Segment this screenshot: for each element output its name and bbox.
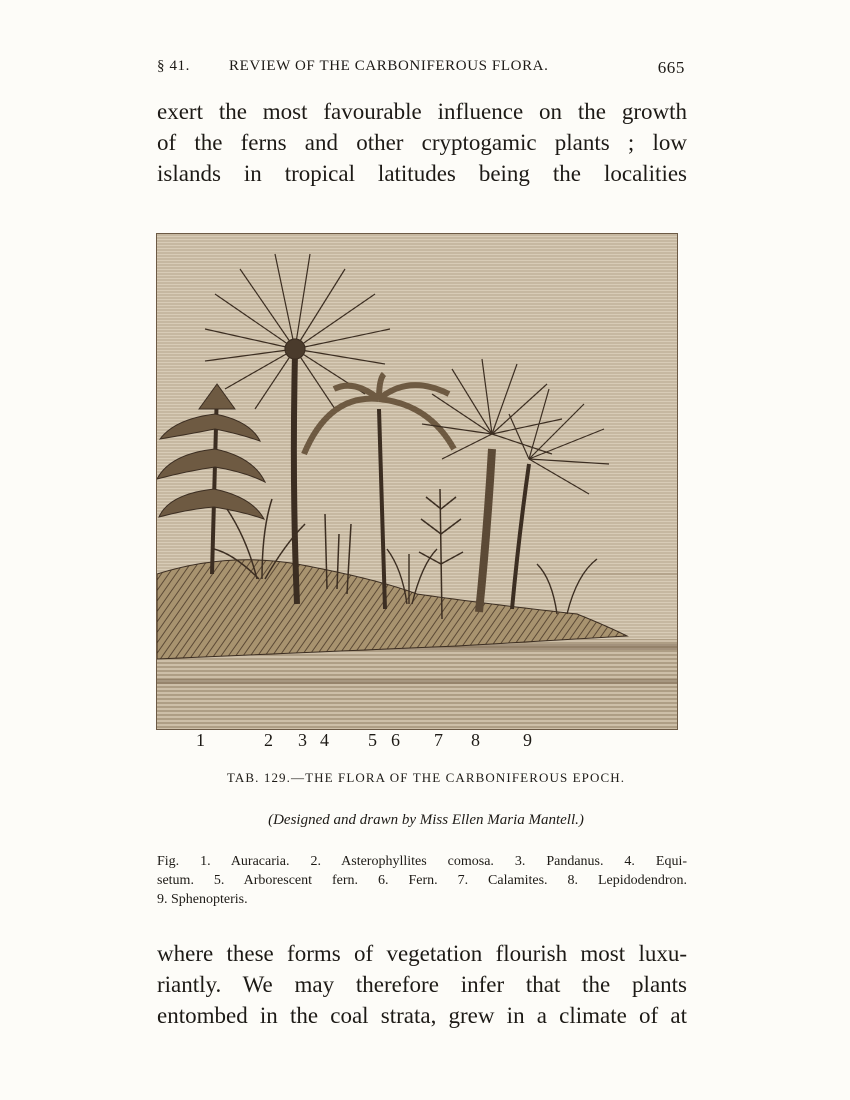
body-paragraph-bottom: [157, 938, 687, 1031]
engraving-plate: [156, 233, 678, 730]
figure-number: 3: [298, 730, 307, 750]
figure-number: 1: [196, 730, 205, 750]
figure-numbers-row: [156, 730, 676, 754]
text-line: islands in tropical latitudes being the localities: [157, 161, 687, 186]
section-mark: § 41.: [157, 58, 190, 74]
figure-legend: [157, 852, 687, 909]
figure-number: 7: [434, 730, 443, 750]
text-line: entombed in the coal strata, grew in a climate of at: [157, 1003, 687, 1028]
body-paragraph-top: [157, 96, 687, 189]
text-line: exert the most favourable influence on the growth: [157, 99, 687, 124]
running-title: REVIEW OF THE CARBONIFEROUS FLORA.: [229, 58, 549, 74]
legend-line: Fig. 1. Auracaria. 2. Asterophyllites comosa. 3. Pandanus. 4. Equi-: [157, 854, 687, 869]
legend-line: setum. 5. Arborescent fern. 6. Fern. 7. Calamites. 8. Lepidodendron.: [157, 873, 687, 888]
page-number: 665: [657, 58, 685, 77]
figure-number: 8: [471, 730, 480, 750]
text-line: of the ferns and other cryptogamic plants ; low: [157, 130, 687, 155]
figure-number: 5: [368, 730, 377, 750]
plate-credit: (Designed and drawn by Miss Ellen Maria Mantell.): [268, 812, 584, 828]
figure-number: 9: [523, 730, 532, 750]
flora-engraving-illustration: [157, 234, 677, 729]
plate-caption: TAB. 129.—THE FLORA OF THE CARBONIFEROUS EPOCH.: [226, 770, 626, 785]
text-line: where these forms of vegetation flourish most luxu-: [157, 941, 687, 966]
running-head: [157, 58, 685, 78]
text-line: riantly. We may therefore infer that the plants: [157, 972, 687, 997]
figure-number: 4: [320, 730, 329, 750]
figure-number: 6: [391, 730, 400, 750]
legend-line: 9. Sphenopteris.: [157, 892, 248, 907]
figure-number: 2: [264, 730, 273, 750]
